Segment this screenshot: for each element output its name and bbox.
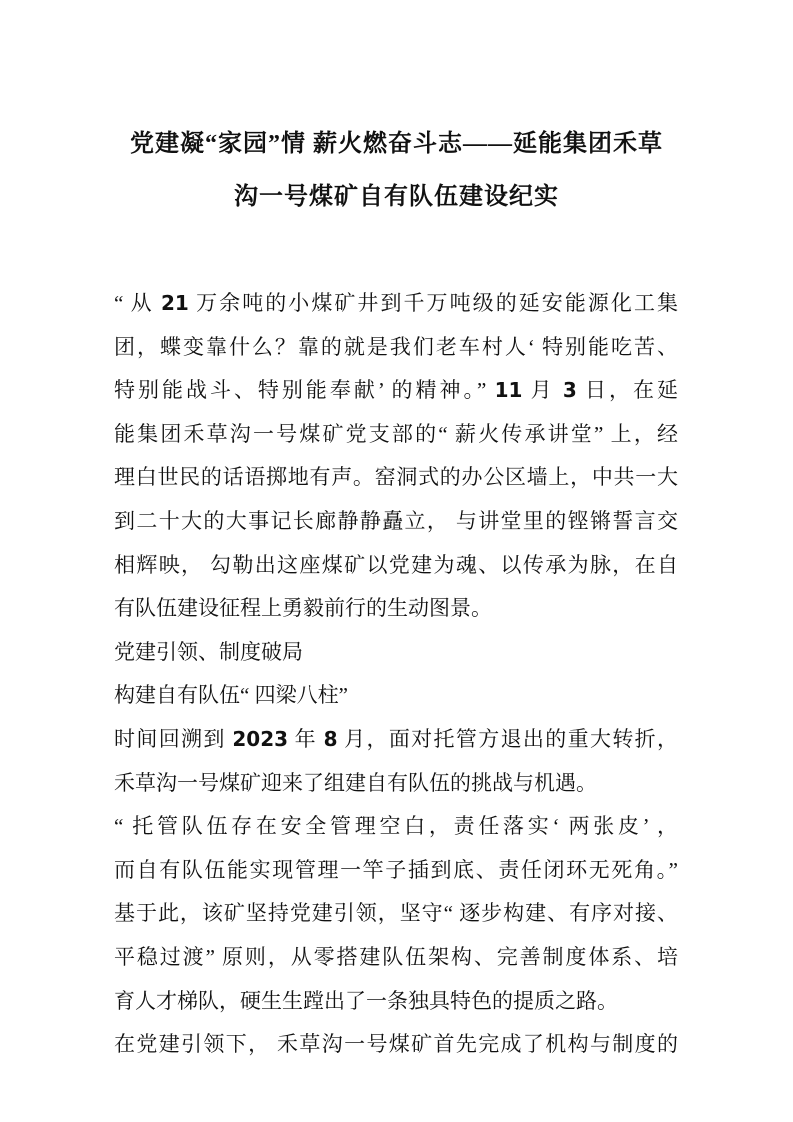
body-line: 到二十大的大事记长廊静静矗立， 与讲堂里的铿锵誓言交 xyxy=(114,508,678,533)
body-line: 能集团禾草沟一号煤矿党支部的“ 薪火传承讲堂” 上，经 xyxy=(114,421,678,446)
body-line: 基于此，该矿坚持党建引领，坚守“ 逐步构建、有序对接、 xyxy=(114,901,678,926)
body-line: 而自有队伍能实现管理一竿子插到底、责任闭环无死角。” xyxy=(114,857,678,882)
body-line: 理白世民的话语掷地有声。窑洞式的办公区墙上，中共一大 xyxy=(114,465,678,490)
body-line: 党建引领、制度破局 xyxy=(114,639,303,664)
document-body xyxy=(114,282,678,1067)
title-line-1: 党建凝“家园”情 薪火燃奋斗志——延能集团禾草 xyxy=(130,131,663,157)
body-line: 在党建引领下， 禾草沟一号煤矿首先完成了机构与制度的 xyxy=(114,1032,678,1057)
body-line: 平稳过渡” 原则，从零搭建队伍架构、完善制度体系、培 xyxy=(114,944,678,969)
numeral: 8 xyxy=(323,726,338,751)
numeral: 2023 xyxy=(232,726,289,751)
document-title xyxy=(0,118,793,224)
body-line: “ 托管队伍存在安全管理空白，责任落实‘ 两张皮’ ， xyxy=(114,814,678,839)
body-line: 特别能战斗、特别能奉献’ 的精神。” 11 月 3 日，在延 xyxy=(114,378,678,403)
body-line: “ 从 21 万余吨的小煤矿井到千万吨级的延安能源化工集 xyxy=(114,291,678,315)
body-line: 时间回溯到 2023 年 8 月，面对托管方退出的重大转折， xyxy=(114,726,678,751)
body-line: 团，蝶变靠什么？靠的就是我们老车村人‘ 特别能吃苦、 xyxy=(114,334,678,359)
body-line: 育人才梯队，硬生生蹚出了一条独具特色的提质之路。 xyxy=(114,988,618,1013)
numeral: 11 xyxy=(494,378,523,403)
body-line: 有队伍建设征程上勇毅前行的生动图景。 xyxy=(114,596,492,621)
title-line-2: 沟一号煤矿自有队伍建设纪实 xyxy=(234,184,559,210)
numeral: 3 xyxy=(562,378,577,403)
body-line: 构建自有队伍“ 四梁八柱” xyxy=(114,683,348,708)
numeral: 21 xyxy=(160,291,189,315)
body-line: 禾草沟一号煤矿迎来了组建自有队伍的挑战与机遇。 xyxy=(114,770,597,795)
body-line: 相辉映， 勾勒出这座煤矿以党建为魂、以传承为脉，在自 xyxy=(114,552,678,577)
